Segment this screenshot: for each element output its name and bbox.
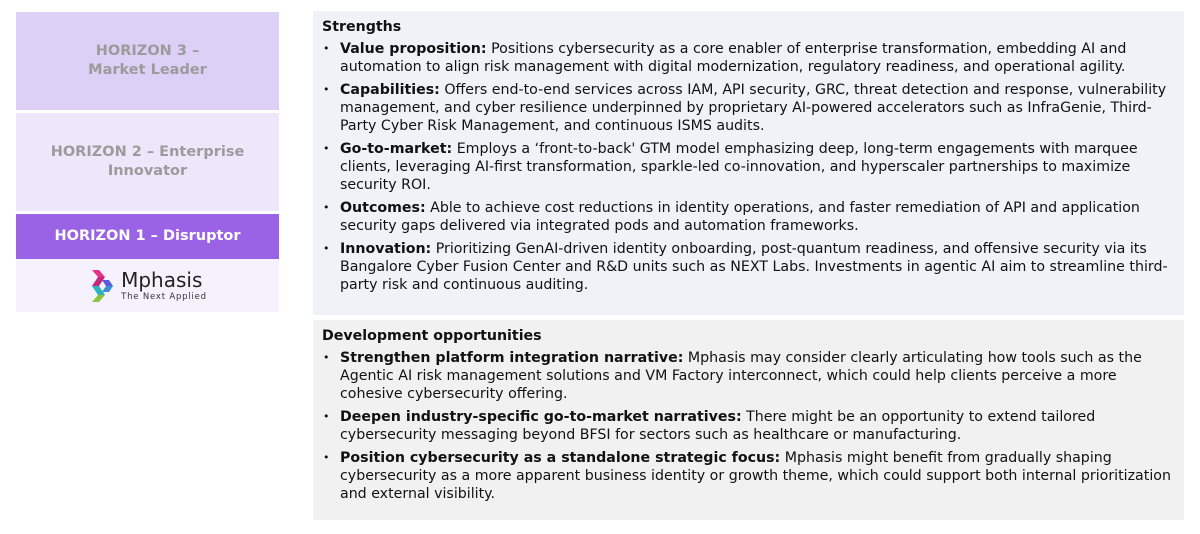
development-list xyxy=(322,349,1175,503)
horizon-3-line2: Market Leader xyxy=(88,62,207,78)
item-text: Prioritizing GenAI-driven identity onboarding, post-quantum readiness, and offensive security via its Bangalore Cyber Fusion Center and R&D units such as NEXT Labs. Investments in agentic AI aim to streamline third-party risk and continuous auditing. xyxy=(340,241,1168,293)
development-title: Development opportunities xyxy=(322,328,542,344)
list-item xyxy=(322,140,1175,194)
horizon-2-line1: HORIZON 2 – Enterprise xyxy=(50,144,245,160)
horizon-1-box xyxy=(16,214,279,259)
strengths-title: Strengths xyxy=(322,19,402,35)
horizon-3-line1: HORIZON 3 – xyxy=(95,43,200,59)
item-label: Capabilities: xyxy=(340,82,440,98)
item-text: Offers end-to-end services across IAM, API security, GRC, threat detection and response, vulnerability management, and cyber resilience underpinned by proprietary AI-powered accelerators such as InfraGenie, Third-Party Cyber Risk Management, and continuous ISMS audits. xyxy=(340,82,1167,134)
bullet-icon: • xyxy=(323,410,330,423)
list-item xyxy=(322,81,1175,135)
bullet-icon: • xyxy=(323,242,330,255)
item-text: There might be an opportunity to extend tailored cybersecurity messaging beyond BFSI for sectors such as healthcare or manufacturing. xyxy=(340,409,1096,443)
item-label: Value proposition: xyxy=(340,41,487,57)
bullet-icon: • xyxy=(323,451,330,464)
item-label: Outcomes: xyxy=(340,200,426,216)
logo-tagline: The Next Applied xyxy=(121,291,207,302)
bullet-icon: • xyxy=(323,42,330,55)
item-text: Employs a ‘front-to-back' GTM model emphasizing deep, long-term engagements with marquee clients, leveraging AI-first transformation, sparkle-led co-innovation, and hyperscaler partnerships to maximize security ROI. xyxy=(340,141,1138,193)
item-text: Mphasis may consider clearly articulating how tools such as the Agentic AI risk management solutions and VM Factory interconnect, which could help clients perceive a more cohesive cybersecurity offering. xyxy=(340,350,1142,402)
item-label: Position cybersecurity as a standalone strategic focus: xyxy=(340,450,781,466)
horizon-3-box xyxy=(16,12,279,110)
company-logo xyxy=(88,268,207,304)
mphasis-logo-icon xyxy=(88,268,114,304)
item-label: Innovation: xyxy=(340,241,432,257)
item-text: Mphasis might benefit from gradually shaping cybersecurity as a more apparent business identity or growth theme, which could support both internal prioritization and external visibility. xyxy=(340,450,1171,502)
logo-name: Mphasis xyxy=(121,267,203,292)
development-opportunities-panel xyxy=(313,320,1184,520)
company-logo-box xyxy=(16,259,279,312)
item-label: Go-to-market: xyxy=(340,141,453,157)
item-label: Strengthen platform integration narrative: xyxy=(340,350,684,366)
list-item xyxy=(322,40,1175,76)
list-item xyxy=(322,199,1175,235)
item-text: Positions cybersecurity as a core enabler of enterprise transformation, embedding AI and automation to align risk management with digital modernization, regulatory readiness, and operational agility. xyxy=(340,41,1127,75)
item-label: Deepen industry-specific go-to-market narratives: xyxy=(340,409,742,425)
item-text: Able to achieve cost reductions in identity operations, and faster remediation of API and application security gaps delivered via integrated pods and automation frameworks. xyxy=(340,200,1140,234)
bullet-icon: • xyxy=(323,142,330,155)
list-item xyxy=(322,240,1175,294)
horizon-2-line2: Innovator xyxy=(107,163,188,179)
horizon-2-box xyxy=(16,113,279,211)
bullet-icon: • xyxy=(323,351,330,364)
list-item xyxy=(322,449,1175,503)
bullet-icon: • xyxy=(323,83,330,96)
bullet-icon: • xyxy=(323,201,330,214)
horizon-1-label: HORIZON 1 – Disruptor xyxy=(54,228,241,244)
strengths-list xyxy=(322,40,1175,294)
list-item xyxy=(322,408,1175,444)
list-item xyxy=(322,349,1175,403)
strengths-panel xyxy=(313,11,1184,315)
